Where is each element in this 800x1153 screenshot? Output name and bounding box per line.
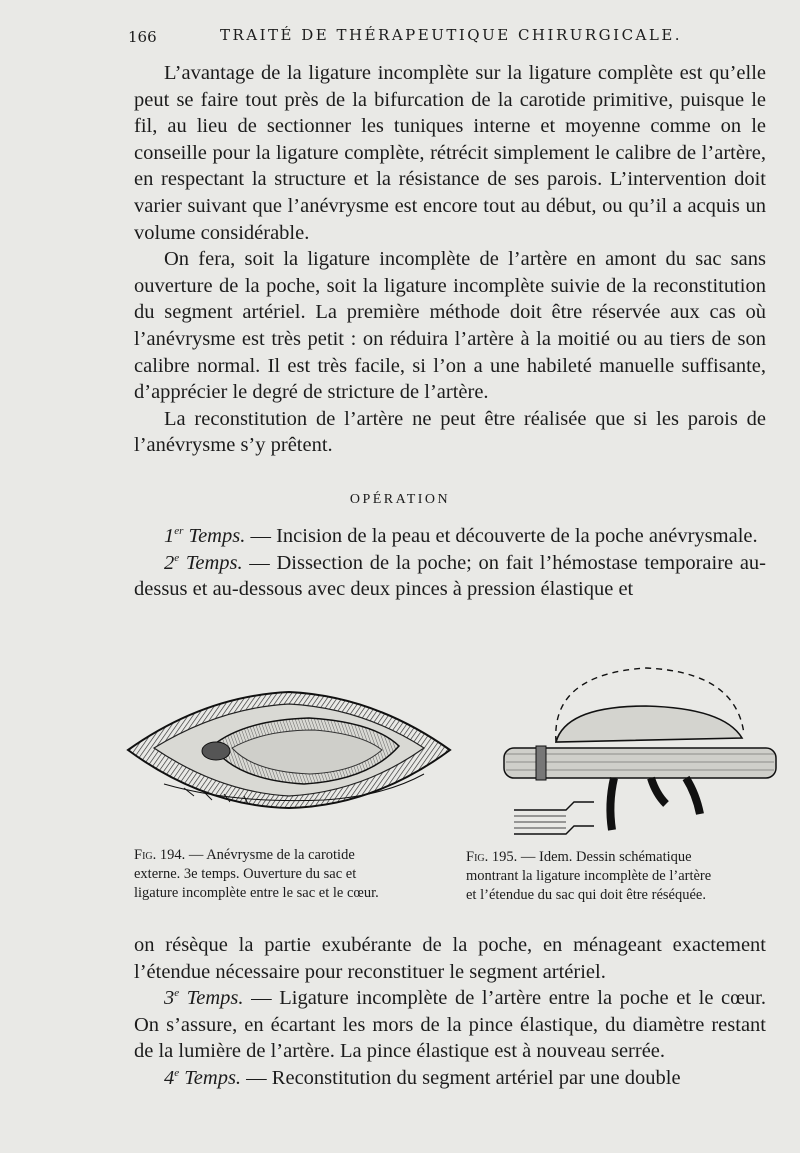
paragraph: On fera, soit la ligature incomplète de l’artère en amont du sac sans ouverture de la poche, soit la ligature incomplète suivie de la reconstitution du segment artériel. La première méthode doit être réservée aux cas où l’anévrysme est très petit : on réduira l’artère à la moitié ou au tiers de son calibre normal. Il est très facile, si l’on a une habileté manuelle suffisante, d’apprécier le degré de stricture de l’artère. — [134, 248, 766, 404]
caption-line: montrant la ligature incomplète de l’artère — [466, 868, 712, 884]
intro-text — [134, 60, 766, 459]
operation-steps-top — [134, 523, 766, 603]
figure-195-illustration — [496, 654, 786, 844]
running-head: TRAITÉ DE THÉRAPEUTIQUE CHIRURGICALE. — [220, 26, 683, 44]
paragraph: La reconstitution de l’artère ne peut être réalisée que si les parois de l’anévrysme s’y prêtent. — [134, 407, 766, 457]
step-2: 2e Temps. — Dissection de la poche; on fait l’hémostase temporaire au-dessus et au-dessous avec deux pinces à pression élastique et — [134, 551, 766, 601]
caption-line: Fig. 195. — Idem. Dessin schématique — [466, 849, 692, 865]
step-4: 4e Temps. — Reconstitution du segment artériel par une double — [164, 1066, 681, 1089]
caption-line: ligature incomplète entre le sac et le cœur. — [134, 885, 379, 901]
paragraph: L’avantage de la ligature incomplète sur la ligature complète est qu’elle peut se faire tout près de la bifurcation de la carotide primitive, puisque le fil, au lieu de sectionner les tuniques interne et moyenne comme on le conseille pour la ligature complète, rétrécit simplement le calibre de l’artère, en respectant la structure et la résistance de ses parois. L’intervention doit varier suivant que l’anévrysme est encore tout au début, ou qu’il a acquis un volume considérable. — [134, 62, 766, 244]
figure-194-illustration — [124, 688, 454, 810]
continuation-paragraph: on résèque la partie exubérante de la poche, en ménageant exactement l’étendue nécessaire pour reconstituer le segment artériel. — [134, 934, 766, 983]
figure-194-caption — [134, 846, 446, 903]
step-1: 1er Temps. — Incision de la peau et découverte de la poche anévrysmale. — [164, 525, 758, 547]
section-title: OPÉRATION — [349, 492, 451, 507]
figure-195-caption — [466, 848, 774, 905]
step-3: 3e Temps. — Ligature incomplète de l’artère entre la poche et le cœur. On s’assure, en écartant les mors de la pince élastique, du diamètre restant de la lumière de l’artère. La pince élastique est à nouveau serrée. — [134, 987, 766, 1063]
caption-line: Fig. 194. — Anévrysme de la carotide — [134, 847, 355, 863]
caption-line: externe. 3e temps. Ouverture du sac et — [134, 866, 357, 882]
operation-steps-bottom — [134, 932, 766, 1092]
page-header — [0, 22, 800, 46]
caption-line: et l’étendue du sac qui doit être réséquée. — [466, 887, 706, 903]
page-number: 166 — [128, 28, 157, 46]
